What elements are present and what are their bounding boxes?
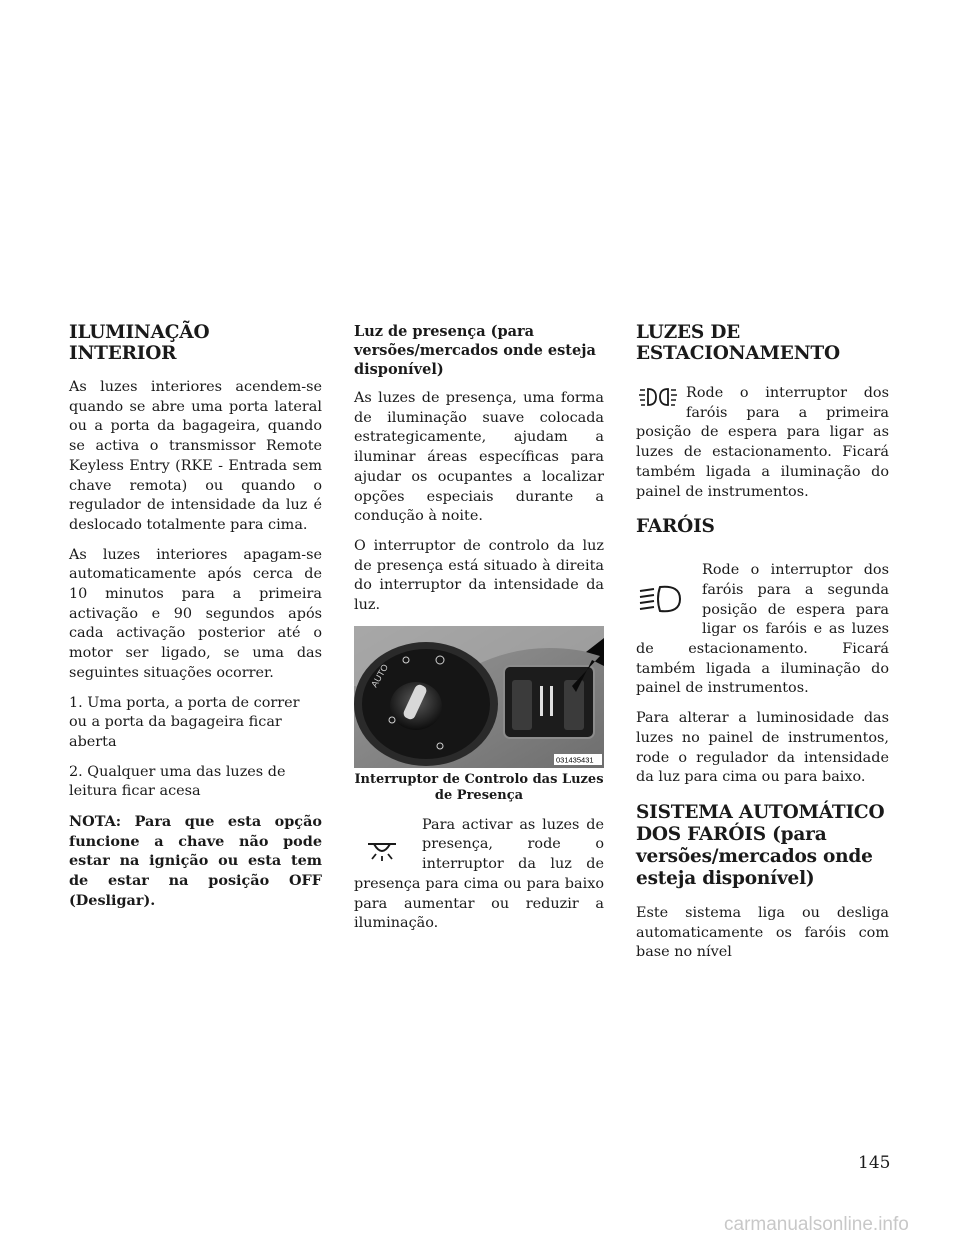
- figure-caption: Interruptor de Controlo das Luzes de Presença: [354, 771, 604, 803]
- paragraph: Rode o interruptor dos faróis para a primeira posição de espera para ligar as luzes de estacionamento. Ficará também ligada a iluminação do painel de instrumentos.: [636, 385, 889, 500]
- parking-lights-icon: [636, 386, 680, 412]
- section-heading-headlights: FARÓIS: [636, 516, 715, 538]
- note: NOTA: Para que esta opção funcione a chave não pode estar na ignição ou esta tem de estar na posição OFF (Desligar).: [69, 813, 322, 909]
- column-middle: [354, 322, 604, 944]
- list-item: 1. Uma porta, a porta de correr ou a porta da bagageira ficar aberta: [69, 694, 300, 750]
- dashboard-switch-photo: [354, 626, 604, 768]
- ambient-light-icon: [354, 824, 410, 874]
- paragraph: O interruptor de controlo da luz de presença está situado à direita do interruptor da intensidade da luz.: [354, 537, 604, 614]
- footer-watermark-link[interactable]: carmanualsonline.info: [724, 1214, 909, 1235]
- paragraph: As luzes de presença, uma forma de iluminação suave colocada estrategicamente, ajudam a iluminar áreas específicas para ajudar os ocupantes a localizar opções especiais durante a condução à noite.: [354, 390, 604, 525]
- paragraph: Para alterar a luminosidade das luzes no painel de instrumentos, rode o regulador da intensidade da luz para cima ou para baixo.: [636, 710, 889, 786]
- headlight-icon: [636, 575, 696, 621]
- page-number: 145: [858, 1153, 891, 1173]
- ambient-light-instruction: [354, 816, 604, 934]
- column-left: [69, 322, 322, 921]
- paragraph: As luzes interiores apagam-se automaticamente após cerca de 10 minutos para a primeira activação e 90 segundos após cada activação posterior até o motor ser ligado, se uma das seguintes situações ocorrer.: [69, 546, 322, 681]
- parking-lights-instruction: [636, 384, 889, 502]
- column-right: [636, 322, 889, 973]
- headlights-instruction: [636, 561, 889, 699]
- section-heading-parking-lights: LUZES DE ESTACIONAMENTO: [636, 322, 840, 364]
- section-heading-ambient-light: Luz de presença (para versões/mercados onde esteja disponível): [354, 323, 596, 378]
- auto-label: AUTO: [369, 662, 391, 689]
- photo-code: 031435431: [556, 755, 594, 765]
- paragraph: As luzes interiores acendem-se quando se abre uma porta lateral ou a porta da bagageira, quando se activa o transmissor Remote Keyless Entry (RKE - Entrada sem chave remota) ou quando o regulador de intensidade da luz é deslocado totalmente para cima.: [69, 379, 322, 533]
- list-item: 2. Qualquer uma das luzes de leitura ficar acesa: [69, 763, 286, 800]
- paragraph: Rode o interruptor dos faróis para a segunda posição de espera para ligar os faróis e as luzes de estacionamento. Ficará também ligada a iluminação do painel de instrumentos.: [636, 562, 889, 697]
- paragraph: Este sistema liga ou desliga automaticamente os faróis com base no nível: [636, 904, 889, 961]
- paragraph: Para activar as luzes de presença, rode o interruptor da luz de presença para cima ou para baixo para aumentar ou reduzir a iluminação.: [354, 816, 604, 932]
- section-heading-interior-lighting: ILUMINAÇÃO INTERIOR: [69, 322, 210, 364]
- section-heading-auto-headlights: SISTEMA AUTOMÁTICO DOS FARÓIS (para versões/mercados onde esteja disponível): [636, 801, 885, 889]
